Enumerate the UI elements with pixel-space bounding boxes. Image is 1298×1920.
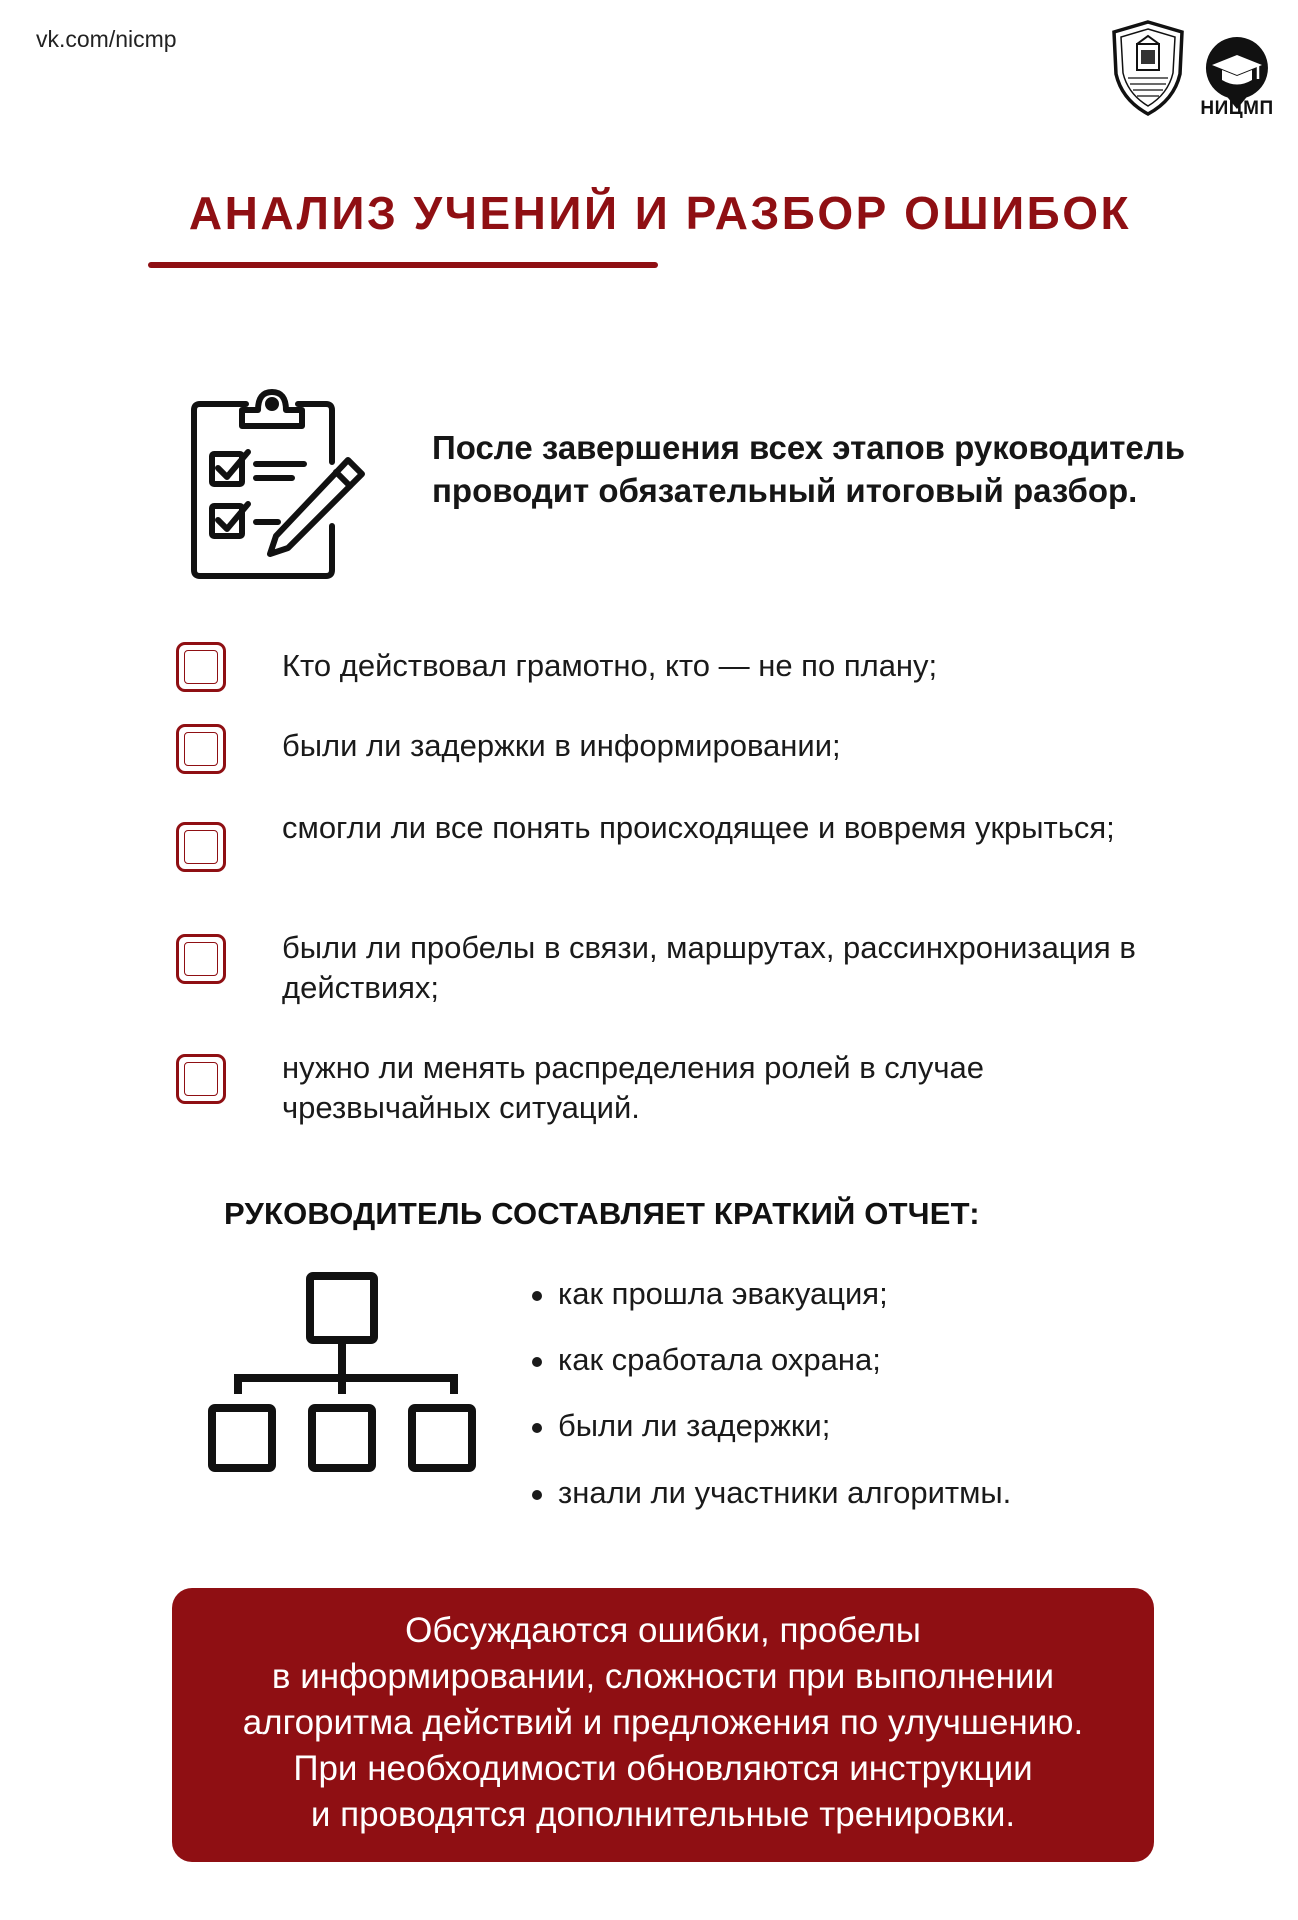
report-item-text: как сработала охрана; — [558, 1342, 881, 1377]
clipboard-checklist-icon — [186, 382, 366, 582]
brand-label: НИЦМП — [1200, 98, 1274, 119]
checklist-item-text: Кто действовал грамотно, кто — не по плану; — [282, 648, 938, 683]
banner-line: Обсуждаются ошибки, пробелы — [405, 1611, 921, 1650]
intro-text: После завершения всех этапов руководитель проводит обязательный итоговый разбор. — [432, 429, 1186, 509]
checkbox-icon — [176, 724, 226, 774]
checklist-item-text: смогли ли все понять происходящее и вовремя укрыться; — [282, 810, 1115, 845]
summary-banner — [172, 1588, 1154, 1862]
checklist-item-text: были ли задержки в информировании; — [282, 728, 841, 763]
checkbox-icon — [176, 1054, 226, 1104]
banner-line: алгоритма действий и предложения по улучшению. — [242, 1703, 1084, 1742]
checkbox-icon — [176, 822, 226, 872]
bullet-icon — [532, 1423, 542, 1433]
bullet-icon — [532, 1490, 542, 1500]
report-item-text: как прошла эвакуация; — [558, 1276, 888, 1311]
checklist-item-text: нужно ли менять распределения ролей в случае чрезвычайных ситуаций. — [282, 1050, 985, 1125]
report-item-text: знали ли участники алгоритмы. — [558, 1475, 1012, 1510]
checkbox-icon — [176, 934, 226, 984]
banner-line: При необходимости обновляются инструкции — [293, 1749, 1033, 1788]
banner-line: и проводятся дополнительные тренировки. — [310, 1795, 1016, 1834]
checkbox-icon — [176, 642, 226, 692]
banner-line: в информировании, сложности при выполнении — [271, 1657, 1055, 1696]
source-url: vk.com/nicmp — [36, 26, 177, 52]
checklist-item-text: были ли пробелы в связи, маршрутах, рассинхронизация в действиях; — [282, 930, 1136, 1005]
report-heading: РУКОВОДИТЕЛЬ СОСТАВЛЯЕТ КРАТКИЙ ОТЧЕТ: — [224, 1196, 980, 1231]
title-underline — [148, 262, 658, 268]
page-title: АНАЛИЗ УЧЕНИЙ И РАЗБОР ОШИБОК — [188, 187, 1132, 239]
bullet-icon — [532, 1357, 542, 1367]
hierarchy-icon — [206, 1268, 484, 1486]
report-item-text: были ли задержки; — [558, 1408, 831, 1443]
shield-emblem-icon — [1108, 18, 1188, 118]
bullet-icon — [532, 1291, 542, 1301]
header-logos — [1108, 18, 1278, 128]
